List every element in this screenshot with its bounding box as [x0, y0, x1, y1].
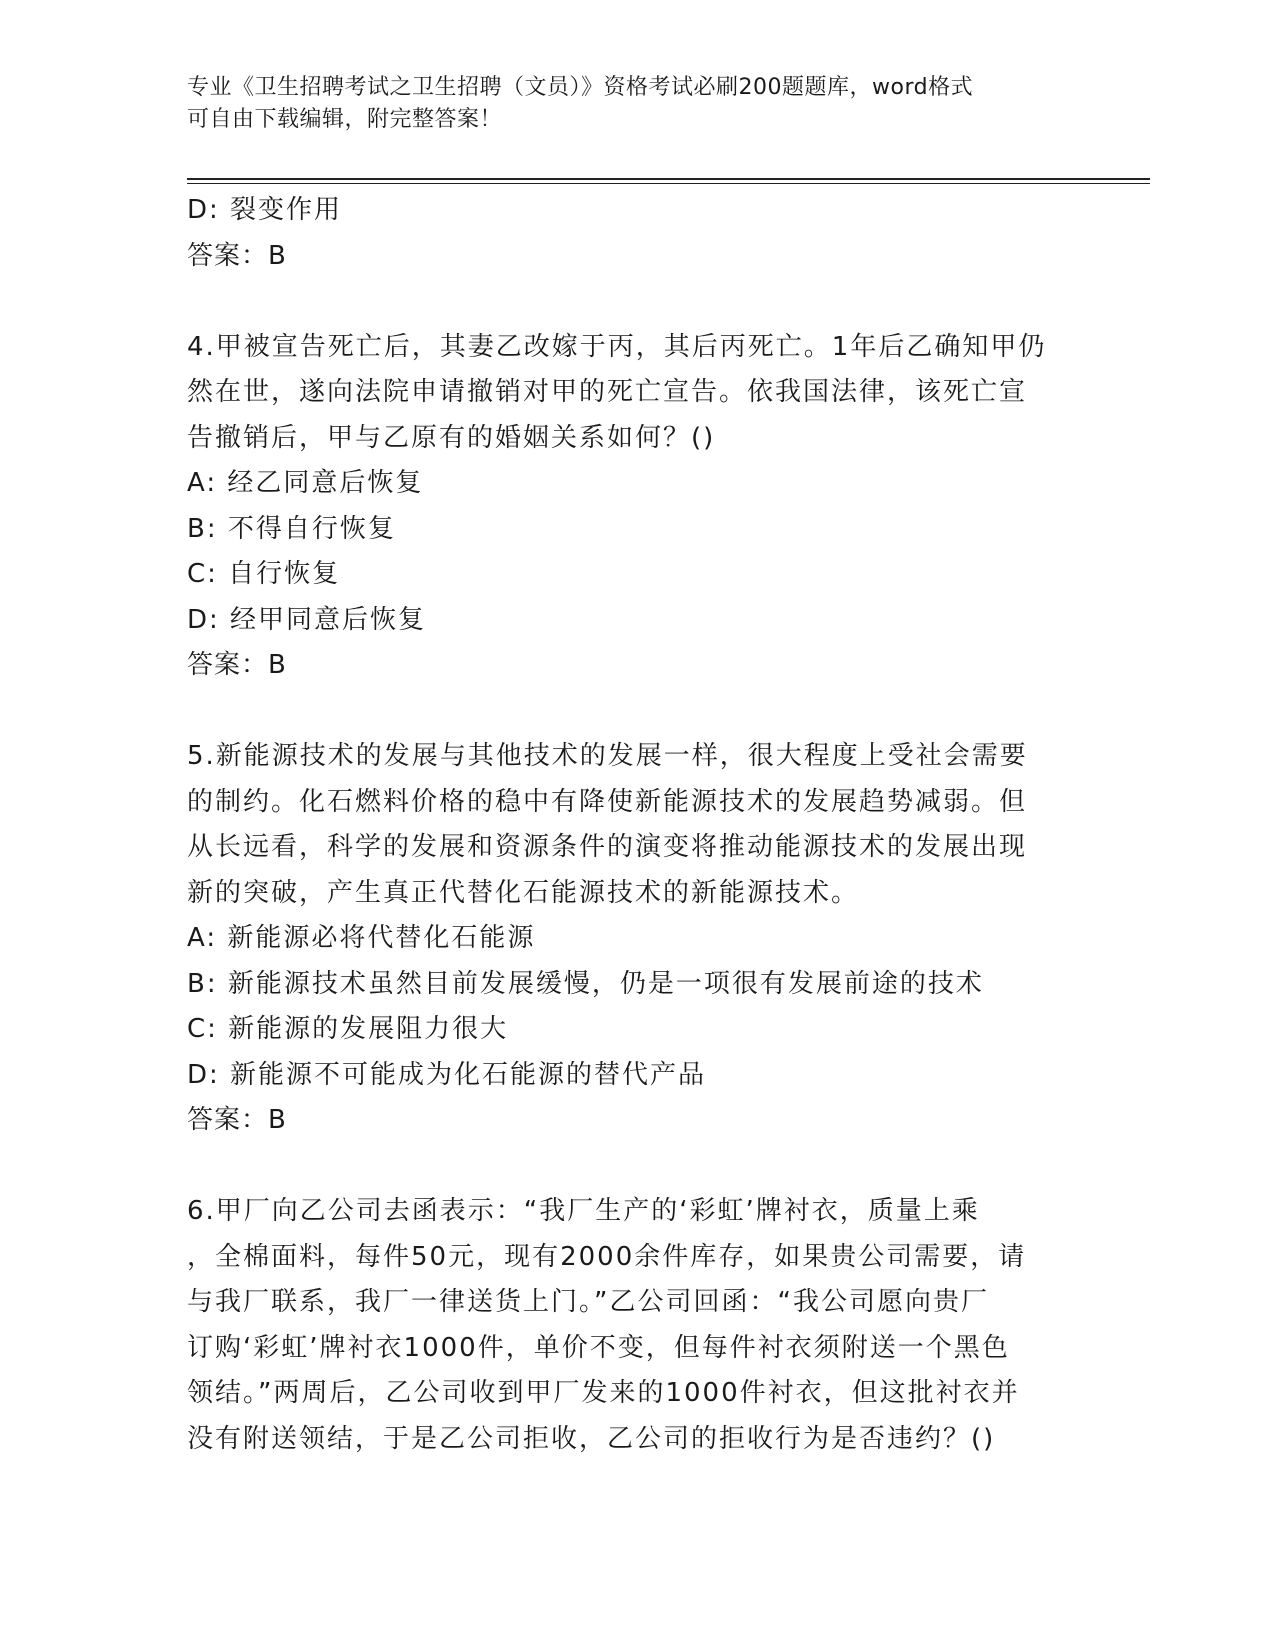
question-text-line: 订购‘彩虹’牌衬衣1000件，单价不变，但每件衬衣须附送一个黑色: [187, 1332, 1010, 1363]
question-text-line: 领结。”两周后，乙公司收到甲厂发来的1000件衬衣，但这批衬衣并: [187, 1378, 1020, 1408]
previous-question-tail: [187, 188, 1087, 279]
answer-line: 答案：B: [187, 240, 287, 271]
question-text-line: 5.新能源技术的发展与其他技术的发展一样，很大程度上受社会需要: [187, 741, 1028, 771]
spacer: [187, 1144, 1087, 1190]
header-rule-thick: [187, 178, 1150, 180]
question-text-line: 6.甲厂向乙公司去函表示：“我厂生产的‘彩虹’牌衬衣，质量上乘: [187, 1196, 980, 1226]
question-5: [187, 734, 1087, 1144]
question-text-line: 从长远看，科学的发展和资源条件的演变将推动能源技术的发展出现: [187, 832, 1028, 862]
question-text-line: 与我厂联系，我厂一律送货上门。”乙公司回函：“我公司愿向贵厂: [187, 1287, 989, 1317]
option-a: A: 经乙同意后恢复: [187, 468, 424, 498]
header-line-2: 可自由下载编辑，附完整答案！: [187, 107, 503, 132]
question-6: [187, 1189, 1087, 1462]
option-a: A: 新能源必将代替化石能源: [187, 923, 536, 953]
document-header: [187, 72, 1087, 136]
option-b: B: 不得自行恢复: [187, 513, 396, 544]
question-text-line: 4.甲被宣告死亡后，其妻乙改嫁于丙，其后丙死亡。1年后乙确知甲仍: [187, 331, 1047, 362]
question-text-line: 告撤销后，甲与乙原有的婚姻关系如何？(): [187, 422, 716, 453]
spacer: [187, 279, 1087, 325]
question-text-line: ，全棉面料，每件50元，现有2000余件库存，如果贵公司需要，请: [187, 1241, 1027, 1272]
question-text-line: 的制约。化石燃料价格的稳中有降使新能源技术的发展趋势减弱。但: [187, 786, 1028, 817]
option-d: D: 新能源不可能成为化石能源的替代产品: [187, 1059, 707, 1090]
answer-line: 答案：B: [187, 1105, 287, 1135]
header-rule-thin: [187, 183, 1150, 184]
question-text-line: 没有附送领结，于是乙公司拒收，乙公司的拒收行为是否违约？(): [187, 1423, 996, 1454]
answer-line: 答案：B: [187, 650, 287, 680]
header-line-1: 专业《卫生招聘考试之卫生招聘（文员）》资格考试必刷200题题库，word格式: [187, 75, 974, 100]
document-body: [187, 188, 1087, 1462]
option-d: D: 经甲同意后恢复: [187, 604, 427, 635]
question-4: [187, 325, 1087, 689]
option-c: C: 新能源的发展阻力很大: [187, 1014, 509, 1044]
spacer: [187, 689, 1087, 735]
question-text-line: 然在世，遂向法院申请撤销对甲的死亡宣告。依我国法律，该死亡宣: [187, 377, 1028, 407]
option-d: D: 裂变作用: [187, 195, 343, 225]
option-c: C: 自行恢复: [187, 559, 341, 589]
option-b: B: 新能源技术虽然目前发展缓慢，仍是一项很有发展前途的技术: [187, 968, 984, 999]
question-text-line: 新的突破，产生真正代替化石能源技术的新能源技术。: [187, 877, 860, 908]
